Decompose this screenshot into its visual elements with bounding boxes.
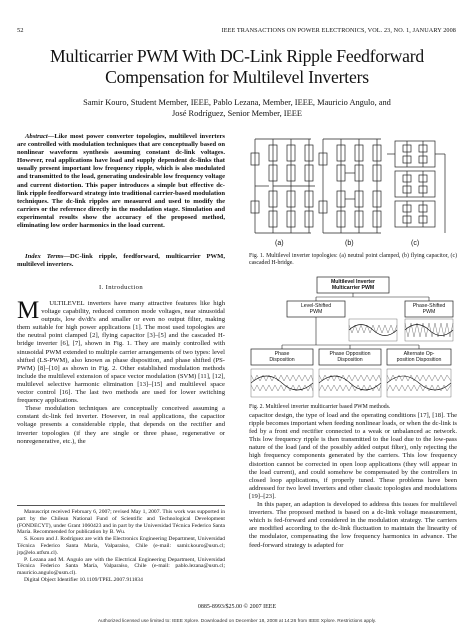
cascaded-h-bridge-schematic — [387, 141, 445, 233]
index-terms-text: —DC-link ripple, feedforward, multicarrier PWM, multilevel inverters. — [17, 253, 226, 269]
abstract-lead: Abstract — [25, 133, 48, 140]
paper-title — [0, 46, 474, 88]
phase-opposition-line-1: Phase Opposition — [329, 351, 371, 357]
index-terms-lead: Index Terms — [25, 253, 64, 260]
journal-header: IEEE TRANSACTIONS ON POWER ELECTRONICS, VOL. 23, NO. 1, JANUARY 2008 — [221, 27, 456, 34]
box-multicarrier-text — [331, 279, 375, 291]
title-line-1: Multicarrier PWM With DC-Link Ripple Feedforward — [50, 46, 424, 66]
intro-p1-text: ULTILEVEL inverters have many attractive features like high voltage capability, reduced common mode voltages, near sinusoidal outputs, low dv/dt's and smaller or even no output filter, making them suitable for high power applications [1]. The most used topologies are the neutral point clamped [2], flying capacitor [3]–[5] and the cascaded H-bridge inverter [6], [7], shown in Fig. 1. They are mainly controlled with sinusoidal PWM extended to multiple carrier arrangements of two types: level shifted (LS-PWM), also known as phase disposition, and phase shifted (PS-PWM) [8]–[10] as shown in Fig. 2. Other established modulation methods include the multilevel extension of space vector modulation (SVM) [11], [12], multilevel selective harmonic elimination [13]–[15] and multilevel space vector control [16]. The last two methods are used for lower switching frequency applications. — [17, 300, 225, 405]
figure-2-pwm-methods — [249, 275, 457, 401]
copyright-code: 0885-8993/$25.00 © 2007 IEEE — [197, 604, 277, 610]
footnotes — [17, 505, 225, 584]
page-number: 52 — [17, 27, 24, 34]
flying-capacitor-schematic — [319, 139, 381, 233]
introduction-text — [17, 297, 225, 446]
author-list — [0, 97, 474, 119]
phase-shifted-line-1: Phase-Shifted — [412, 303, 446, 309]
license-notice: Authorized licensed use limited to: IEEE Xplore. Downloaded on December 18, 2008 at 14:26 from IEEE Xplore. Restrictions apply. — [97, 619, 377, 624]
fig1-label-a: (a) — [275, 240, 284, 247]
phase-opposition-line-2: Disposition — [337, 357, 363, 363]
figure-1-caption: Fig. 1. Multilevel inverter topologies: (a) neutral point clamped, (b) flying capacitor, (c) cascaded H-bridge. — [249, 253, 457, 266]
footnote-doi: Digital Object Identifier 10.1109/TPEL.2007.911834 — [24, 576, 143, 583]
level-shifted-line-1: Level-Shifted — [300, 303, 332, 309]
footnote-manuscript: Manuscript received February 6, 2007; revised May 1, 2007. This work was supported in part by the Chilean National Fund of Scientific and Technological Development (FONDECYT), under Grant 1060423 and in part by the Universidad Técnica Federico Santa María. Recommended for publication by B. Wu. — [17, 509, 225, 536]
footnote-lezana: P. Lezana and M. Angulo are with the Electrical Engineering Department, Universidad Técnica Federico Santa María, Valparaíso, Chile (e-mail: pablo.lezana@usm.cl; mauricio.angulo@usm.cl). — [17, 556, 225, 577]
phase-shifted-line-2: PWM — [422, 309, 436, 315]
right-column-text — [249, 412, 457, 550]
abstract-text: —Like most power converter topologies, multilevel inverters are controlled with modulation techniques that are conceptually based on nonlinear waveform synthesis assuming constant dc-link voltages. However, real applications have load and supply dependent dc-links that usually present important low frequency ripple, which is also modulated and transmitted to the load, generating undesirable low frequency voltage and current distortion. This paper introduces a simple but effective dc-link ripple feedforward strategy into traditional carrier-based modulation techniques. The dc-link ripples are measured and used to modify the carriers or the reference directly in the modulation stage. Simulation and experimental results show the accuracy of the proposed method, eliminating low order harmonics in the load current. — [17, 133, 225, 230]
footnote-kouro: S. Kouro and J. Rodríguez are with the Electronics Engineering Department, Universidad Técnica Federico Santa María, Valparaíso, Chile (e-mail: samir.kouro@usm.cl; jrp@elo.utfsm.cl). — [17, 536, 225, 556]
intro-paragraph-1 — [17, 297, 225, 405]
authors-line-2: José Rodríguez, Senior Member, IEEE — [172, 109, 302, 118]
intro-paragraph-2: These modulation techniques are conceptually conceived assuming a constant dc-link fed inverter. However, in real applications, the capacitor voltage presents a considerable ripple, that depends on the rectifier and inverter topologies (if they are single or three phase, regenerative or nonregenerative, etc.), the — [17, 405, 225, 445]
phase-disposition-line-2: Disposition — [269, 357, 295, 363]
alternate-opposition-line-2: position Disposition — [396, 357, 442, 363]
index-terms — [17, 253, 225, 269]
fig1-label-b: (b) — [345, 240, 354, 247]
multicarrier-line-1: Multilevel Inverter — [330, 279, 376, 285]
npc-inverter-schematic — [251, 139, 315, 233]
multicarrier-line-2: Multicarrier PWM — [331, 285, 375, 291]
right-paragraph-2: In this paper, an adaption is developed to address this issues for multilevel inverters. The proposed method is based on a dc-link voltage measurement, which is fed-forward and considered in the modulation strategy. The carriers are modified according to the dc-link fluctuation to maintain the linearity of the modulator, compensating the low frequency harmonics in advance. The feed-forward strategy is adapted for — [249, 501, 457, 549]
right-paragraph-1: capacitor design, the type of load and the operating conditions [17], [18]. The ripple becomes important when feeding nonlinear loads, or when the dc-link is fed by a front end rectifier connected to a weak or unbalanced ac network. This low frequency ripple is then transmitted to the load due to the low-pass nature of the load (and of the possibly added output filter), only rejecting the high frequency components generated by the carriers. This low frequency distortion cannot be corrected in open loop applications (they will appear in the load current), and could somehow be compensated by the controllers in closed loop applications, if properly tuned. These problems have been addressed for two level inverters and other classic topologies and modulations [19]–[23]. — [249, 412, 457, 500]
phase-disposition-line-1: Phase — [274, 351, 290, 357]
alternate-opposition-line-1: Alternate Op- — [403, 351, 435, 357]
fig1-label-c: (c) — [411, 240, 420, 247]
authors-line-1: Samir Kouro, Student Member, IEEE, Pablo Lezana, Member, IEEE, Mauricio Angulo, and — [83, 98, 391, 107]
section-heading: I. Introduction — [98, 284, 144, 291]
figure-2-caption: Fig. 2. Multilevel inverter multicarrier based PWM methods. — [249, 404, 391, 410]
level-shifted-line-2: PWM — [309, 309, 323, 315]
abstract — [17, 133, 225, 230]
figure-1-topologies — [249, 133, 457, 251]
title-line-2: Compensation for Multilevel Inverters — [105, 67, 369, 87]
drop-cap: M — [17, 297, 40, 324]
